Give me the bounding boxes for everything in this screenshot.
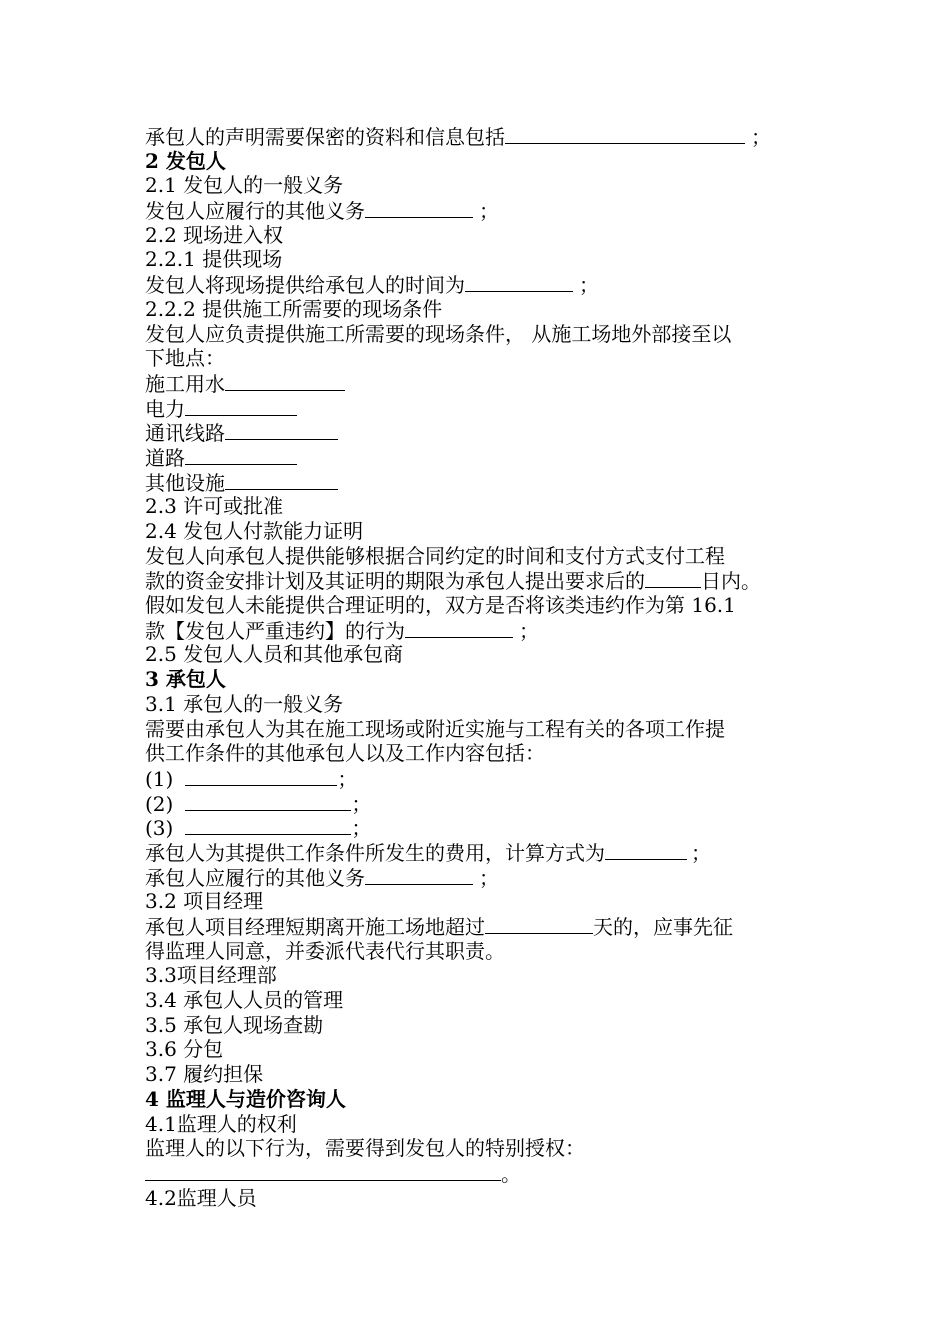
fill-blank[interactable] xyxy=(365,198,473,218)
fill-blank[interactable] xyxy=(225,470,338,490)
paragraph-line: 供工作条件的其他承包人以及工作内容包括： xyxy=(145,741,545,766)
line-tail: ； xyxy=(519,618,539,643)
line-tail: ； xyxy=(337,766,358,791)
line-text: 承包人的声明需要保密的资料和信息包括 xyxy=(145,125,505,149)
line-tail: ； xyxy=(479,865,499,890)
line-text: 承包人为其提供工作条件所发生的费用，计算方式为 xyxy=(145,840,605,865)
telecom-line xyxy=(145,420,825,445)
power-supply-line xyxy=(145,396,825,421)
clause-2-4-heading: 2.4 发包人付款能力证明 xyxy=(145,519,364,543)
fill-blank[interactable] xyxy=(185,815,351,835)
paragraph-line: 发包人向承包人提供能够根据合同约定的时间和支付方式支付工程 xyxy=(145,543,725,568)
clause-2-5-heading: 2.5 发包人人员和其他承包商 xyxy=(145,642,404,667)
line-tail: 。 xyxy=(501,1161,521,1186)
fill-blank[interactable] xyxy=(465,272,573,292)
paragraph-line: 下地点： xyxy=(145,346,225,371)
line-text: 通讯线路 xyxy=(145,421,225,446)
road-line xyxy=(145,445,825,470)
other-facilities-line xyxy=(145,470,825,495)
list-marker: (2) xyxy=(145,791,174,816)
fill-blank[interactable] xyxy=(185,766,337,786)
clause-2-2-heading: 2.2 现场进入权 xyxy=(145,222,284,247)
fill-blank[interactable] xyxy=(225,420,338,440)
line-tail: ； xyxy=(691,840,711,865)
site-handover-time-line xyxy=(145,272,825,297)
clause-2-1-heading: 2.1 发包人的一般义务 xyxy=(145,173,344,198)
water-supply-line xyxy=(145,371,825,396)
list-marker: (3) xyxy=(145,816,174,841)
line-text: 发包人应履行的其他义务 xyxy=(145,199,365,224)
line-text: 其他设施 xyxy=(145,470,225,495)
fill-blank[interactable] xyxy=(185,445,297,465)
manager-absence-line xyxy=(145,914,825,939)
list-item xyxy=(145,815,825,840)
clause-4-2-heading: 4.2监理人员 xyxy=(145,1185,257,1210)
line-tail: 天的，应事先征 xyxy=(593,915,733,939)
paragraph-line: 监理人的以下行为，需要得到发包人的特别授权： xyxy=(145,1136,585,1161)
list-item xyxy=(145,766,825,791)
paragraph-line: 得监理人同意，并委派代表代行其职责。 xyxy=(145,938,505,963)
paragraph-line: 发包人应负责提供施工所需要的现场条件， 从施工场地外部接至以 xyxy=(145,321,732,346)
line-tail: ； xyxy=(351,816,372,841)
fill-blank[interactable] xyxy=(185,791,351,811)
fill-blank[interactable] xyxy=(365,865,473,885)
line-text: 道路 xyxy=(145,445,185,470)
clause-2-3-heading: 2.3 许可或批准 xyxy=(145,494,284,519)
fill-blank[interactable] xyxy=(185,396,297,416)
contract-document xyxy=(145,124,825,1210)
clause-2-2-2-heading: 2.2.2 提供施工所需要的现场条件 xyxy=(145,296,443,321)
line-tail: ； xyxy=(751,125,771,149)
clause-3-6-heading: 3.6 分包 xyxy=(145,1037,224,1062)
line-text: 承包人应履行的其他义务 xyxy=(145,865,365,890)
fill-blank[interactable] xyxy=(485,914,593,934)
list-item xyxy=(145,791,825,816)
clause-3-2-heading: 3.2 项目经理 xyxy=(145,889,264,914)
clause-3-3-heading: 3.3项目经理部 xyxy=(145,963,277,988)
line-text: 施工用水 xyxy=(145,371,225,396)
clause-3-7-heading: 3.7 履约担保 xyxy=(145,1062,264,1087)
payment-proof-deadline-line xyxy=(145,568,825,593)
paragraph-line: 假如发包人未能提供合理证明的，双方是否将该类违约作为第 16.1 xyxy=(145,593,736,618)
list-marker: (1) xyxy=(145,766,174,791)
line-text: 电力 xyxy=(145,396,185,421)
confidential-info-line xyxy=(145,124,825,149)
line-tail: ； xyxy=(479,199,499,224)
line-text: 承包人项目经理短期离开施工场地超过 xyxy=(145,915,485,939)
fill-blank[interactable] xyxy=(605,840,687,860)
clause-2-2-1-heading: 2.2.1 提供现场 xyxy=(145,247,283,272)
section-heading-3: 3 承包人 xyxy=(145,667,226,692)
line-tail: 日内。 xyxy=(701,569,761,594)
line-text: 款【发包人严重违约】的行为 xyxy=(145,618,405,643)
line-tail: ； xyxy=(579,273,599,298)
line-text: 发包人将现场提供给承包人的时间为 xyxy=(145,273,465,298)
clause-4-1-heading: 4.1监理人的权利 xyxy=(145,1111,297,1136)
section-heading-2: 2 发包人 xyxy=(145,148,226,173)
fill-blank[interactable] xyxy=(645,568,701,588)
paragraph-line: 需要由承包人为其在施工现场或附近实施与工程有关的各项工作提 xyxy=(145,716,725,741)
line-tail: ； xyxy=(351,791,372,816)
clause-3-5-heading: 3.5 承包人现场查勘 xyxy=(145,1012,324,1037)
employer-other-obligations-line xyxy=(145,198,825,223)
fill-blank[interactable] xyxy=(405,618,513,638)
authorization-blank-line xyxy=(145,1161,825,1186)
fill-blank[interactable] xyxy=(145,1161,501,1181)
line-text: 款的资金安排计划及其证明的期限为承包人提出要求后的 xyxy=(145,569,645,594)
cost-calculation-line xyxy=(145,840,825,865)
fill-blank[interactable] xyxy=(505,124,745,144)
clause-3-1-heading: 3.1 承包人的一般义务 xyxy=(145,691,344,716)
contractor-other-obligations-line xyxy=(145,865,825,890)
clause-3-4-heading: 3.4 承包人人员的管理 xyxy=(145,988,344,1013)
breach-treatment-line xyxy=(145,618,825,643)
fill-blank[interactable] xyxy=(225,371,345,391)
section-heading-4: 4 监理人与造价咨询人 xyxy=(145,1086,346,1111)
